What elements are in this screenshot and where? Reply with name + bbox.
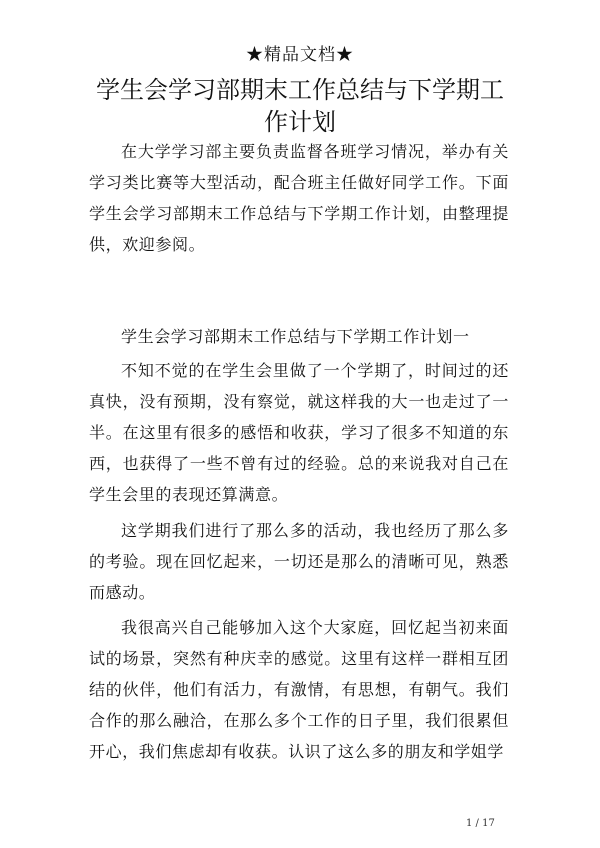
intro-paragraph: 在大学学习部主要负责监督各班学习情况，举办有关学习类比赛等大型活动，配合班主任做好同学工作。下面学生会学习部期末工作总结与下学期工作计划，由整理提供，欢迎参阅。	[89, 142, 509, 254]
body-paragraph: 不知不觉的在学生会里做了一个学期了，时间过的还真快，没有预期，没有察觉，就这样我的大一也走过了一半。在这里有很多的感悟和收获，学习了很多不知道的东西，也获得了一些不曾有过的经验。总的来说我对自己在学生会里的表现还算满意。	[89, 361, 509, 504]
body-paragraph: 我很高兴自己能够加入这个大家庭，回忆起当初来面试的场景，突然有种庆幸的感觉。这里有这样一群相互团结的伙伴，他们有活力，有激情，有思想，有朝气。我们合作的那么融洽，在那么多个工作的日子里，我们很累但开心，我们焦虑却有收获。认识了这么多的朋友和学姐学	[89, 618, 509, 761]
section-heading: 学生会学习部期末工作总结与下学期工作计划一	[121, 327, 470, 346]
document-title: 学生会学习部期末工作总结与下学期工作计划	[96, 76, 504, 136]
header-mark: ★精品文档★	[246, 45, 354, 65]
body-paragraph: 这学期我们进行了那么多的活动，我也经历了那么多的考验。现在回忆起来，一切还是那么的清晰可见，熟悉而感动。	[89, 521, 509, 602]
page-number: 1 / 17	[466, 818, 495, 829]
